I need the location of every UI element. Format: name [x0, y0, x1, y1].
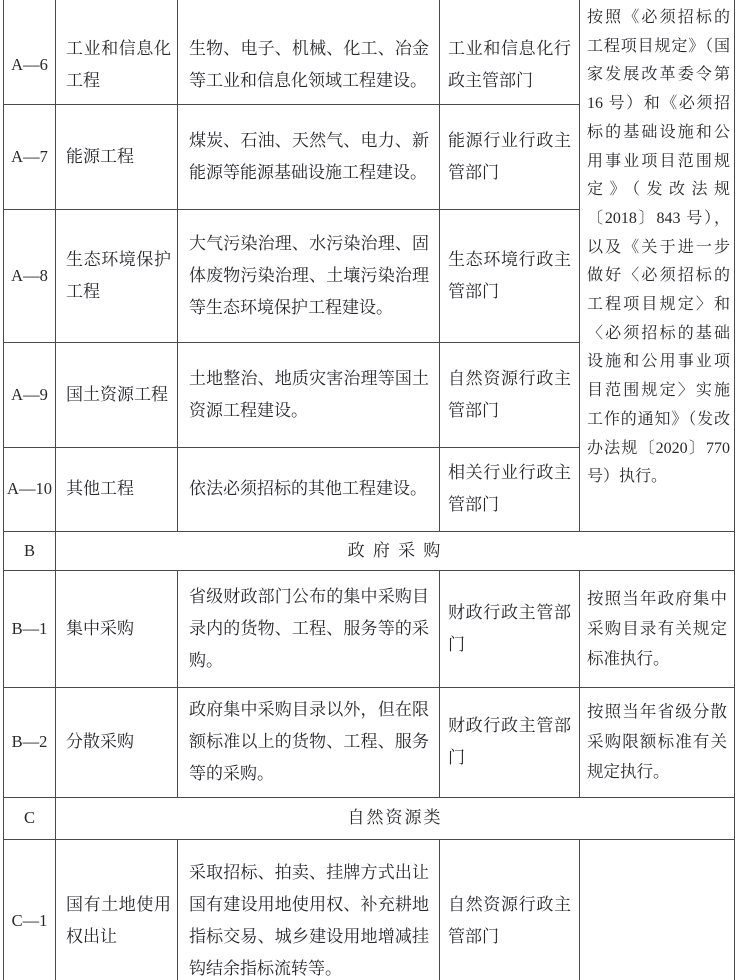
desc-cell: 依法必须招标的其他工程建设。: [178, 447, 440, 531]
note-cell: 按照当年政府集中采购目录有关规定标准执行。: [580, 570, 735, 687]
dept-cell: 生态环境行政主管部门: [440, 209, 580, 342]
name-cell: 分散采购: [56, 687, 178, 797]
desc-cell: 生物、电子、机械、化工、冶金等工业和信息化领域工程建设。: [178, 0, 440, 104]
code-cell: A—7: [4, 104, 56, 209]
approval-items-table: [3, 0, 735, 980]
code-cell: B—1: [4, 570, 56, 687]
dept-cell: 自然资源行政主管部门: [440, 839, 580, 980]
desc-cell: 大气污染治理、水污染治理、固体废物污染治理、土壤污染治理等生态环境保护工程建设。: [178, 209, 440, 342]
dept-cell: 能源行业行政主管部门: [440, 104, 580, 209]
note-cell: [580, 839, 735, 980]
table-row-section-c: [4, 797, 735, 839]
code-cell: A—6: [4, 0, 56, 104]
code-cell: A—10: [4, 447, 56, 531]
desc-cell: 政府集中采购目录以外，但在限额标准以上的货物、工程、服务等的采购。: [178, 687, 440, 797]
name-cell: 国有土地使用权出让: [56, 839, 178, 980]
desc-cell: 土地整治、地质灾害治理等国土资源工程建设。: [178, 342, 440, 447]
code-cell: A—8: [4, 209, 56, 342]
name-cell: 能源工程: [56, 104, 178, 209]
dept-cell: 财政行政主管部门: [440, 570, 580, 687]
table-row-a6: [4, 0, 735, 104]
table-row-b2: [4, 687, 735, 797]
name-cell: 其他工程: [56, 447, 178, 531]
code-cell: B—2: [4, 687, 56, 797]
note-cell: 按照当年省级分散采购限额标准有关规定执行。: [580, 687, 735, 797]
name-cell: 工业和信息化工程: [56, 0, 178, 104]
code-cell: C—1: [4, 839, 56, 980]
name-cell: 生态环境保护工程: [56, 209, 178, 342]
section-code-cell: B: [4, 531, 56, 570]
section-title: 自然资源类: [56, 797, 735, 839]
desc-cell: 采取招标、拍卖、挂牌方式出让国有建设用地使用权、补充耕地指标交易、城乡建设用地增减挂钩结余指标流转等。: [178, 839, 440, 980]
dept-cell: 财政行政主管部门: [440, 687, 580, 797]
merged-note-cell: [580, 0, 735, 531]
dept-cell: 自然资源行政主管部门: [440, 342, 580, 447]
dept-cell: 相关行业行政主管部门: [440, 447, 580, 531]
desc-cell: 煤炭、石油、天然气、电力、新能源等能源基础设施工程建设。: [178, 104, 440, 209]
section-code-cell: C: [4, 797, 56, 839]
section-title: 政 府 采 购: [56, 531, 735, 570]
name-cell: 国土资源工程: [56, 342, 178, 447]
code-cell: A—9: [4, 342, 56, 447]
name-cell: 集中采购: [56, 570, 178, 687]
table-row-c1: [4, 839, 735, 980]
table-row-section-b: [4, 531, 735, 570]
table-row-b1: [4, 570, 735, 687]
merged-note-text: 按照《必须招标的工程项目规定》（国家发展改革委令第 16 号）和《必须招标的基础设施和公用事业项目范围规定》（发改法规〔2018〕843 号），以及《关于进一步做好〈必须招标的工程项目规定〉和〈必须招标的基础设施和公用事业项目范围规定〉实施工作的通知》（发改办法规〔2020〕770 号）执行。: [587, 9, 730, 486]
desc-cell: 省级财政部门公布的集中采购目录内的货物、工程、服务等的采购。: [178, 570, 440, 687]
dept-cell: 工业和信息化行政主管部门: [440, 0, 580, 104]
